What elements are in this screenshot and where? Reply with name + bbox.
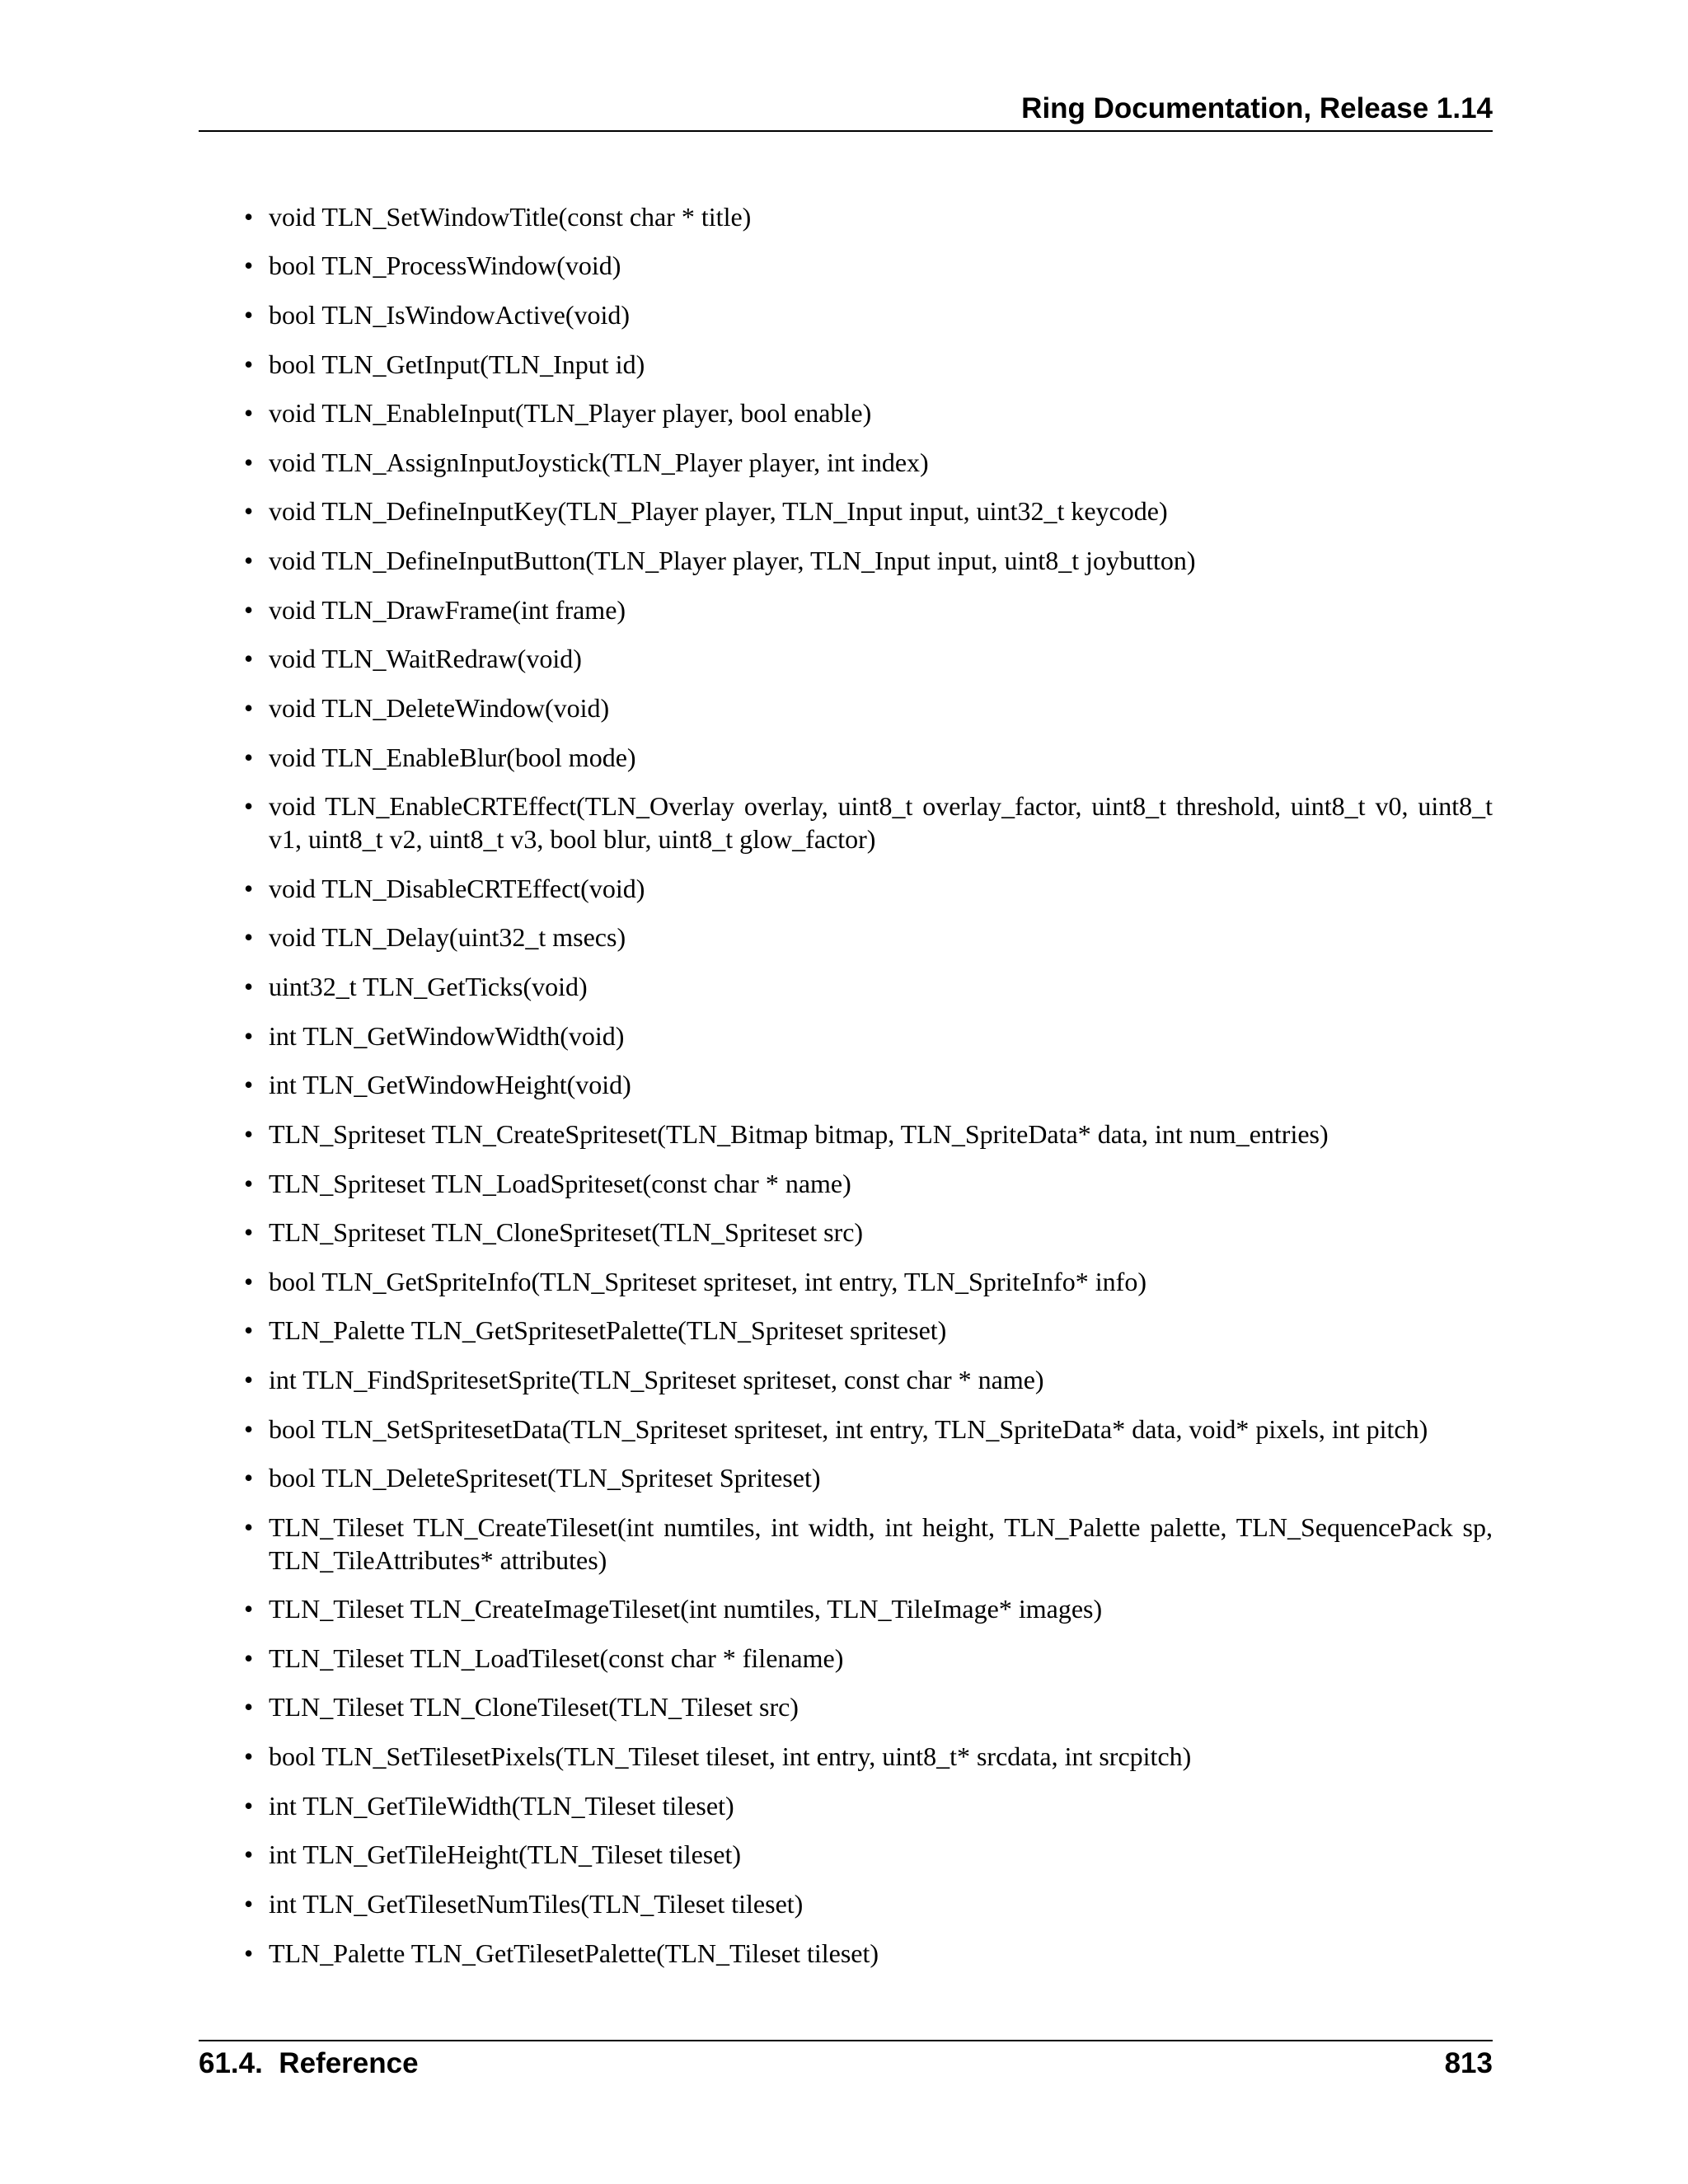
list-item: • TLN_Palette TLN_GetTilesetPalette(TLN_Tileset tileset) (244, 1938, 879, 1968)
bullet-icon: • (244, 922, 254, 952)
list-item: • bool TLN_ProcessWindow(void) (244, 251, 621, 280)
list-item: • bool TLN_SetSpritesetData(TLN_Spriteset spriteset, int entry, TLN_SpriteData* data, void* pixels, int pitch) (244, 1414, 1428, 1444)
bullet-icon: • (244, 1169, 254, 1198)
list-item: • bool TLN_GetInput(TLN_Input id) (244, 349, 645, 379)
list-item: • bool TLN_GetSpriteInfo(TLN_Spriteset spriteset, int entry, TLN_SpriteInfo* info) (244, 1267, 1146, 1296)
bullet-icon: • (244, 874, 254, 903)
bullet-icon: • (244, 1741, 254, 1771)
list-item: • TLN_Spriteset TLN_CreateSpriteset(TLN_Bitmap bitmap, TLN_SpriteData* data, int num_entries) (244, 1119, 1329, 1149)
bullet-icon: • (244, 546, 254, 575)
bullet-icon: • (244, 1365, 254, 1394)
bullet-icon: • (244, 1217, 254, 1247)
list-item: • TLN_Tileset TLN_CreateTileset(int numtiles, int width, int height, TLN_Palette palette, TLN_SequencePack sp, TLN_TileAttributes* attributes) (244, 1512, 1493, 1575)
bullet-icon: • (244, 496, 254, 526)
list-item: • uint32_t TLN_GetTicks(void) (244, 972, 588, 1001)
bullet-icon: • (244, 1070, 254, 1099)
bullet-icon: • (244, 1512, 254, 1542)
list-item: • TLN_Palette TLN_GetSpritesetPalette(TLN_Spriteset spriteset) (244, 1315, 947, 1345)
list-item: • TLN_Tileset TLN_LoadTileset(const char * filename) (244, 1643, 844, 1673)
list-item: • bool TLN_SetTilesetPixels(TLN_Tileset tileset, int entry, uint8_t* srcdata, int srcpitch) (244, 1741, 1192, 1771)
bullet-icon: • (244, 1119, 254, 1149)
list-item: • void TLN_EnableCRTEffect(TLN_Overlay overlay, uint8_t overlay_factor, uint8_t threshold, uint8_t v0, uint8_t v1, uint8_t v2, uint8_t v3, bool blur, uint8_t glow_factor) (244, 791, 1493, 854)
list-item: • void TLN_DeleteWindow(void) (244, 693, 610, 723)
bullet-icon: • (244, 1463, 254, 1493)
bullet-icon: • (244, 1315, 254, 1345)
bullet-icon: • (244, 1889, 254, 1919)
bullet-icon: • (244, 972, 254, 1001)
page-number: 813 (1444, 2047, 1493, 2079)
list-item: • bool TLN_IsWindowActive(void) (244, 300, 631, 330)
bullet-icon: • (244, 1267, 254, 1296)
list-item: • void TLN_DrawFrame(int frame) (244, 595, 626, 625)
list-item: • void TLN_AssignInputJoystick(TLN_Player player, int index) (244, 448, 929, 477)
bullet-icon: • (244, 202, 254, 232)
list-item: • TLN_Spriteset TLN_CloneSpriteset(TLN_Spriteset src) (244, 1217, 864, 1247)
bullet-icon: • (244, 1692, 254, 1722)
bullet-icon: • (244, 1643, 254, 1673)
list-item: • int TLN_FindSpritesetSprite(TLN_Spriteset spriteset, const char * name) (244, 1365, 1044, 1394)
bullet-icon: • (244, 1791, 254, 1821)
list-item: • int TLN_GetTilesetNumTiles(TLN_Tileset tileset) (244, 1889, 804, 1919)
footer-section: 61.4. Reference (199, 2047, 419, 2079)
list-item: • bool TLN_DeleteSpriteset(TLN_Spriteset Spriteset) (244, 1463, 821, 1493)
bullet-icon: • (244, 1414, 254, 1444)
bullet-icon: • (244, 743, 254, 772)
running-header: Ring Documentation, Release 1.14 (1021, 92, 1493, 124)
bullet-icon: • (244, 644, 254, 673)
list-item: • int TLN_GetWindowWidth(void) (244, 1021, 625, 1051)
list-item: • void TLN_SetWindowTitle(const char * title) (244, 202, 752, 232)
bullet-icon: • (244, 1938, 254, 1968)
list-item: • void TLN_Delay(uint32_t msecs) (244, 922, 626, 952)
bullet-icon: • (244, 1021, 254, 1051)
bullet-icon: • (244, 251, 254, 280)
list-item: • int TLN_GetTileWidth(TLN_Tileset tileset) (244, 1791, 734, 1821)
bullet-icon: • (244, 398, 254, 428)
bullet-icon: • (244, 1840, 254, 1869)
bullet-icon: • (244, 595, 254, 625)
header-rule (199, 130, 1493, 132)
bullet-icon: • (244, 349, 254, 379)
list-item: • int TLN_GetWindowHeight(void) (244, 1070, 631, 1099)
list-item: • TLN_Spriteset TLN_LoadSpriteset(const char * name) (244, 1169, 851, 1198)
list-item: • void TLN_DefineInputKey(TLN_Player player, TLN_Input input, uint32_t keycode) (244, 496, 1168, 526)
footer-rule (199, 2040, 1493, 2041)
list-item: • void TLN_EnableInput(TLN_Player player, bool enable) (244, 398, 872, 428)
list-item: • TLN_Tileset TLN_CreateImageTileset(int numtiles, TLN_TileImage* images) (244, 1594, 1103, 1624)
bullet-icon: • (244, 693, 254, 723)
list-item: • void TLN_DefineInputButton(TLN_Player player, TLN_Input input, uint8_t joybutton) (244, 546, 1196, 575)
bullet-icon: • (244, 1594, 254, 1624)
list-item: • int TLN_GetTileHeight(TLN_Tileset tileset) (244, 1840, 741, 1869)
bullet-icon: • (244, 791, 254, 821)
bullet-icon: • (244, 448, 254, 477)
bullet-icon: • (244, 300, 254, 330)
list-item: • TLN_Tileset TLN_CloneTileset(TLN_Tileset src) (244, 1692, 799, 1722)
list-item: • void TLN_EnableBlur(bool mode) (244, 743, 636, 772)
list-item: • void TLN_DisableCRTEffect(void) (244, 874, 645, 903)
list-item: • void TLN_WaitRedraw(void) (244, 644, 582, 673)
